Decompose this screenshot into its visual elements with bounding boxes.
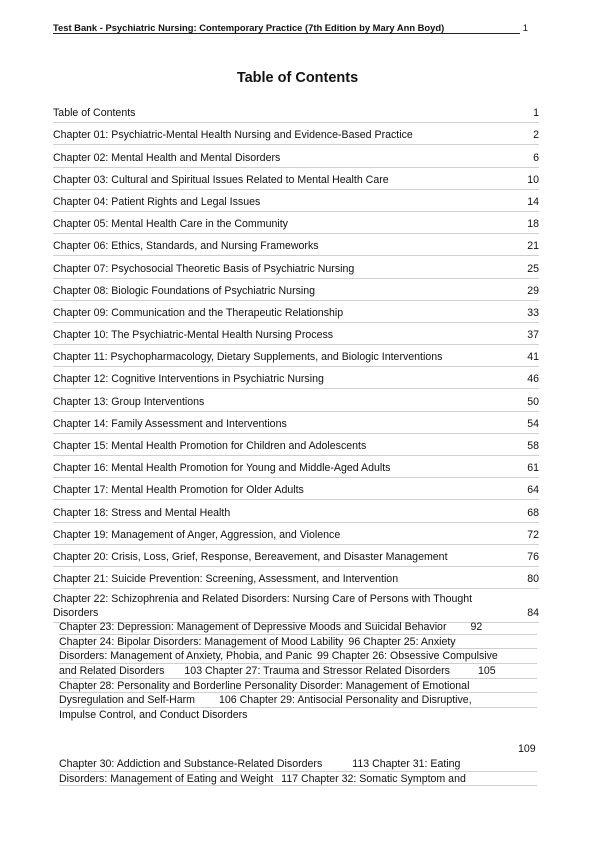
toc-entry-title: Chapter 04: Patient Rights and Legal Issues (53, 195, 261, 208)
toc-overflow-line[interactable] (59, 693, 537, 708)
toc-entry-title: Chapter 09: Communication and the Therapeutic Relationship (53, 306, 344, 319)
toc-entry-page: 2 (533, 129, 539, 142)
toc-entry-title: Chapter 05: Mental Health Care in the Community (53, 218, 288, 231)
toc-entry-page: 54 (527, 417, 539, 430)
toc-entry-page: 41 (527, 351, 539, 364)
standalone-page-number: 109 (518, 743, 536, 755)
toc-entry-text: 99 Chapter 26: Obsessive Compulsive (317, 650, 498, 663)
toc-entry-title: Disorders: Management of Eating and Weight (59, 772, 274, 785)
toc-entry-title: Chapter 22: Schizophrenia and Related Disorders: Nursing Care of Persons with Thought Disorders (53, 593, 473, 620)
toc-entry-title: Chapter 21: Suicide Prevention: Screening, Assessment, and Intervention (53, 573, 399, 586)
toc-entry-title: Chapter 08: Biologic Foundations of Psychiatric Nursing (53, 284, 316, 297)
toc-entry[interactable] (53, 256, 539, 278)
toc-entry-page: 92 (470, 621, 483, 633)
toc-overflow-line[interactable] (59, 620, 537, 635)
header-underline (53, 33, 520, 34)
toc-entry[interactable] (53, 500, 539, 522)
toc-entry[interactable] (53, 567, 539, 589)
toc-entry-title: Chapter 16: Mental Health Promotion for Young and Middle-Aged Adults (53, 462, 391, 475)
toc-entry[interactable] (53, 412, 539, 434)
toc-entry-title: Impulse Control, and Conduct Disorders (59, 709, 248, 722)
toc-entry-title: Chapter 30: Addiction and Substance-Related Disorders (59, 758, 323, 770)
toc-entry[interactable] (53, 279, 539, 301)
toc-entry-text: 113 Chapter 31: Eating (352, 758, 461, 770)
toc-entry-title: Chapter 23: Depression: Management of Depressive Moods and Suicidal Behavior (59, 621, 447, 633)
toc-overflow-block (59, 620, 537, 723)
toc-entry-title: Chapter 20: Crisis, Loss, Grief, Response, Bereavement, and Disaster Management (53, 550, 448, 563)
toc-entry-title: Chapter 06: Ethics, Standards, and Nursing Frameworks (53, 240, 319, 253)
toc-entry-title: Chapter 02: Mental Health and Mental Disorders (53, 151, 281, 164)
toc-entry-page: 68 (527, 506, 539, 519)
toc-entry-page: 64 (527, 484, 539, 497)
toc-entry-page: 105 (477, 665, 496, 678)
toc-overflow-line[interactable] (59, 649, 537, 664)
toc-entry-title: Chapter 03: Cultural and Spiritual Issues Related to Mental Health Care (53, 173, 389, 186)
toc-overflow-line[interactable] (59, 664, 537, 679)
toc-entry-page: 58 (527, 440, 539, 452)
toc-entry-page: 1 (533, 107, 539, 120)
toc-entry-text: 103 Chapter 27: Trauma and Stressor Related Disorders (184, 665, 450, 678)
toc-entry[interactable] (53, 589, 539, 623)
header-title: Test Bank - Psychiatric Nursing: Contemporary Practice (7th Edition by Mary Ann Boyd) (53, 22, 445, 33)
toc-entry-text: 117 Chapter 32: Somatic Symptom and (281, 772, 466, 785)
toc-entry-page: 37 (527, 329, 539, 342)
toc-entry-title: Disorders: Management of Anxiety, Phobia, and Panic (59, 650, 313, 663)
toc-entry-title: Chapter 13: Group Interventions (53, 395, 205, 408)
toc-entry[interactable] (53, 212, 539, 234)
toc-entry[interactable] (53, 323, 539, 345)
toc-entry-page: 33 (527, 306, 539, 319)
toc-entry-page: 80 (527, 573, 539, 586)
toc-entry-page: 50 (527, 395, 539, 408)
toc-entry-page: 18 (527, 218, 539, 231)
toc-entry-text: 96 Chapter 25: Anxiety (348, 635, 456, 648)
toc-entry[interactable] (53, 234, 539, 256)
toc-entry[interactable] (53, 367, 539, 389)
header-page-number: 1 (522, 22, 528, 33)
toc-entry[interactable] (53, 523, 539, 545)
toc-entry-page: 25 (527, 262, 539, 275)
toc-entry-title: Table of Contents (53, 107, 136, 120)
toc-entry-title: Chapter 17: Mental Health Promotion for Older Adults (53, 484, 304, 497)
toc-overflow-line[interactable] (59, 708, 537, 723)
toc-entry-page: 72 (527, 528, 539, 541)
toc-entry-title: Chapter 14: Family Assessment and Interventions (53, 417, 287, 430)
toc-entry-page: 6 (533, 151, 539, 164)
toc-overflow-block-2 (59, 757, 537, 786)
toc-overflow-line[interactable] (59, 757, 537, 772)
running-header (53, 22, 528, 36)
toc-entry-page: 84 (527, 607, 539, 620)
toc-entry-page: 21 (527, 240, 539, 253)
toc-entry-title: Dysregulation and Self-Harm (59, 694, 196, 707)
toc-entry[interactable] (53, 478, 539, 500)
toc-entry[interactable] (53, 389, 539, 411)
toc-entry[interactable] (53, 123, 539, 145)
toc-entry-page: 76 (527, 550, 539, 563)
toc-entry[interactable] (53, 168, 539, 190)
toc-entry[interactable] (53, 545, 539, 567)
toc-entry-title: Chapter 01: Psychiatric-Mental Health Nursing and Evidence-Based Practice (53, 129, 413, 142)
toc-entry-title: Chapter 11: Psychopharmacology, Dietary Supplements, and Biologic Interventions (53, 351, 443, 364)
page-title: Table of Contents (236, 70, 359, 86)
toc-entry[interactable] (53, 145, 539, 167)
toc-entry-page: 29 (527, 284, 539, 297)
toc-entry[interactable] (53, 456, 539, 478)
toc-entry-title: Chapter 12: Cognitive Interventions in Psychiatric Nursing (53, 373, 324, 386)
toc-entry-page: 14 (527, 195, 539, 208)
toc-entry-page: 61 (527, 462, 539, 475)
toc-entry[interactable] (53, 101, 539, 123)
toc-entry-text: 106 Chapter 29: Antisocial Personality and Disruptive, (219, 694, 472, 707)
toc-entry-title: Chapter 10: The Psychiatric-Mental Health Nursing Process (53, 329, 334, 342)
toc-overflow-line[interactable] (59, 772, 537, 787)
toc-entry-title: Chapter 07: Psychosocial Theoretic Basis of Psychiatric Nursing (53, 262, 355, 275)
toc-entry[interactable] (53, 345, 539, 367)
toc-entry-title: Chapter 28: Personality and Borderline Personality Disorder: Management of Emotional (59, 679, 470, 692)
toc-entry[interactable] (53, 301, 539, 323)
toc-entry-page: 10 (527, 173, 539, 186)
toc-overflow-line[interactable] (59, 635, 537, 650)
toc-entry-title: Chapter 19: Management of Anger, Aggression, and Violence (53, 528, 341, 541)
toc-entry[interactable] (53, 434, 539, 456)
toc-entry-title: Chapter 15: Mental Health Promotion for Children and Adolescents (53, 440, 367, 452)
toc-entry-title: Chapter 24: Bipolar Disorders: Management of Mood Lability (59, 635, 344, 648)
toc-entry-title: and Related Disorders (59, 665, 165, 678)
toc-entry[interactable] (53, 190, 539, 212)
toc-entry-title: Chapter 18: Stress and Mental Health (53, 506, 231, 519)
toc-list (53, 101, 539, 623)
toc-entry-page: 46 (527, 373, 539, 386)
toc-overflow-line[interactable] (59, 679, 537, 694)
